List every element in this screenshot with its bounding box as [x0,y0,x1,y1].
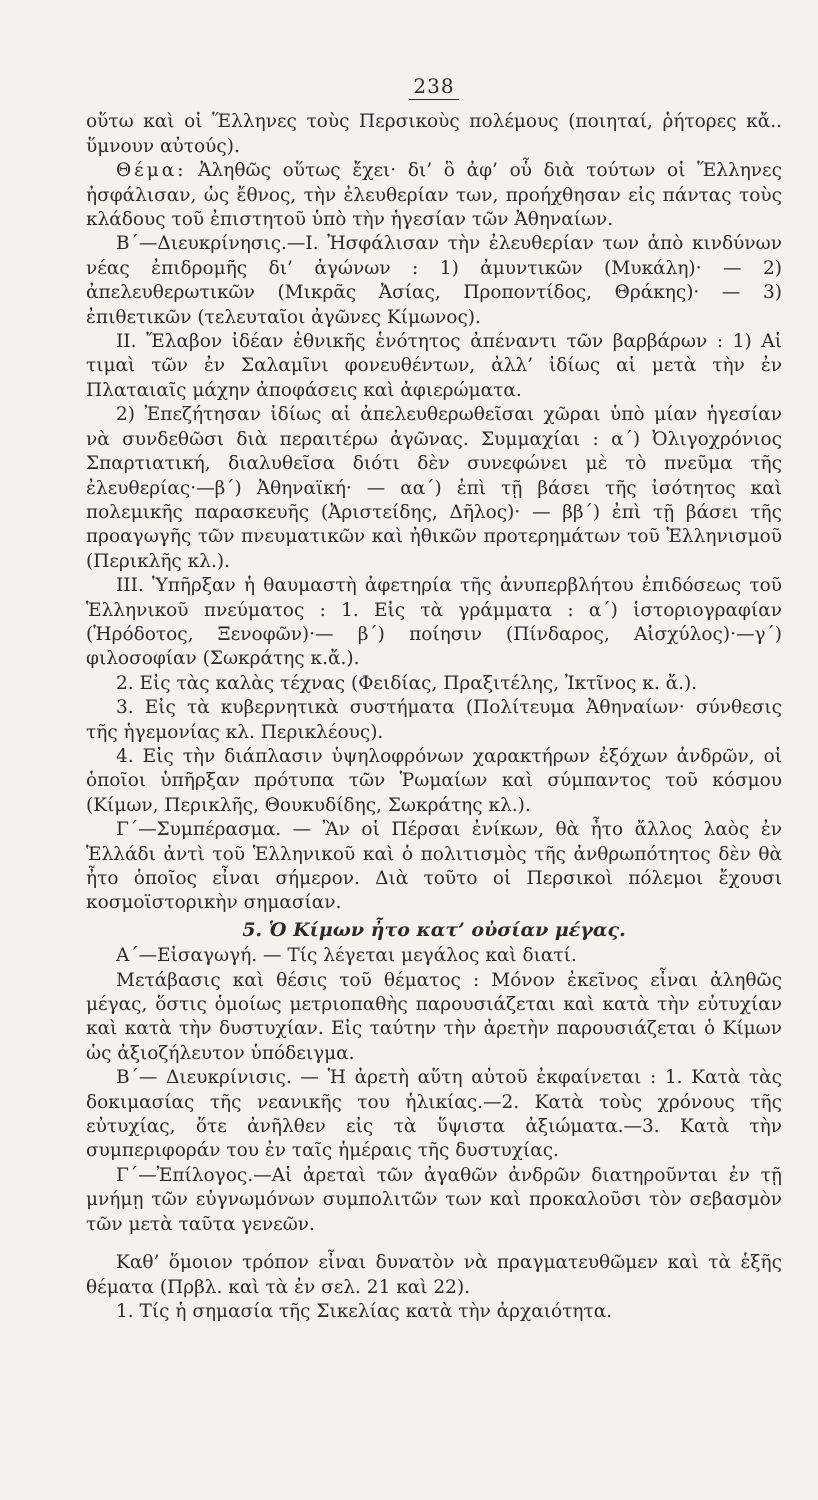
theme-label: Θέμα: [116,160,187,182]
paragraph-clarification: Β΄—Διευκρίνησις.—I. Ἠσφάλισαν τὴν ἐλευθερίαν των ἀπὸ κινδύνων νέας ἐπιδρομῆς δι’ ἀγώνων : 1) ἀμυντικῶν (Μυκάλη)· — 2) ἀπελευθερωτικῶν (Μικρᾶς Ἀσίας, Προποντίδος, Θράκης)· — 3) ἐπιθετικῶν (τελευταῖοι ἀγῶνες Κίμωνος). [86,233,782,328]
paragraph-similar-topics: Καθ’ ὅμοιον τρόπον εἶναι δυνατὸν νὰ πραγματευθῶμεν καὶ τὰ ἑξῆς θέματα (Πρβλ. καὶ τὰ ἐν σελ. 21 καὶ 22). [86,1252,782,1298]
paragraph-topic-1: 1. Τίς ἡ σημασία τῆς Σικελίας κατὰ τὴν ἀρχαιότητα. [116,1300,613,1322]
paragraph-section-iii: III. Ὑπῆρξαν ἡ θαυμαστὴ ἀφετηρία τῆς ἀνυπερβλήτου ἐπιδόσεως τοῦ Ἑλληνικοῦ πνεύματος : 1. Εἰς τὰ γράμματα : α΄) ἱστοριογραφίαν (Ἡρόδοτος, Ξενοφῶν)·— β΄) ποίησιν (Πίνδαρος, Αἰσχύλος)·—γ΄) φιλοσοφίαν (Σωκράτης κ.ἄ.). [86,575,782,670]
paragraph-1: οὕτω καὶ οἱ Ἕλληνες τοὺς Περσικοὺς πολέμους (ποιηταί, ῥήτορες κἄ.. ὕμνουν αὐτούς). [86,111,782,157]
section-heading-kimon: 5. Ὁ Κίμων ἦτο κατ’ οὐσίαν μέγας. [242,918,626,941]
paragraph-kimon-clarification: Β΄— Διευκρίνισις. — Ἡ ἀρετὴ αὕτη αὐτοῦ ἐκφαίνεται : 1. Κατὰ τὰς δοκιμασίας τῆς νεανικῆς του ἡλικίας.—2. Κατὰ τοὺς χρόνους τῆς εὐτυχίας, ὅτε ἀνῆλθεν εἰς τὰ ὕψιστα ἀξιώματα.—3. Κατὰ τὴν συμπεριφοράν του ἐν ταῖς ἡμέραις τῆς δυστυχίας. [86,1067,782,1162]
spacer [86,1237,782,1251]
paragraph-government: 3. Εἰς τὰ κυβερνητικὰ συστήματα (Πολίτευμα Ἀθηναίων· σύνθεσις τῆς ἡγεμονίας κλ. Περικλέους). [86,697,782,743]
paragraph-alliances: 2) Ἐπεζήτησαν ἰδίως αἱ ἀπελευθερωθεῖσαι χῶραι ὑπὸ μίαν ἡγεσίαν νὰ συνδεθῶσι διὰ περαιτέρω ἀγῶνας. Συμμαχίαι : α΄) Ὀλιγοχρόνιος Σπαρτιατική, διαλυθεῖσα διότι δὲν συνεφώνει μὲ τὸ πνεῦμα τῆς ἐλευθερίας·—β΄) Ἀθηναϊκή· — αα΄) ἐπὶ τῇ βάσει τῆς ἰσότητος καὶ πολεμικῆς παρασκευῆς (Ἀριστείδης, Δῆλος)· — ββ΄) ἐπὶ τῇ βάσει τῆς προαγωγῆς τῶν πνευματικῶν καὶ ἠθικῶν προτερημάτων τοῦ Ἑλληνισμοῦ (Περικλῆς κλ.). [86,404,782,572]
paragraph-theme [86,159,782,232]
page-number-text: 238 [409,74,458,100]
paragraph-section-ii: II. Ἔλαβον ἰδέαν ἐθνικῆς ἑνότητος ἀπέναντι τῶν βαρβάρων : 1) Αἱ τιμαὶ τῶν ἐν Σαλαμῖνι φονευθέντων, ἀλλ’ ἰδίως αἱ μετὰ τὴν ἐν Πλαταιαῖς μάχην ἀποφάσεις καὶ ἀφιερώματα. [86,331,782,401]
paragraph-conclusion: Γ΄—Συμπέρασμα. — Ἂν οἱ Πέρσαι ἐνίκων, θὰ ἦτο ἄλλος λαὸς ἐν Ἑλλάδι ἀντὶ τοῦ Ἑλληνικοῦ καὶ ὁ πολιτισμὸς τῆς ἀνθρωπότητος δὲν θὰ ἦτο ὁποῖος εἶναι σήμερον. Διὰ τοῦτο οἱ Περσικοὶ πόλεμοι ἔχουσι κοσμοϊστορικὴν σημασίαν. [86,819,782,914]
paragraph-transition: Μετάβασις καὶ θέσις τοῦ θέματος : Μόνον ἐκεῖνος εἶναι ἀληθῶς μέγας, ὅστις ὁμοίως μετριοπαθὴς παρουσιάζεται καὶ κατὰ τὴν εὐτυχίαν καὶ κατὰ τὴν δυστυχίαν. Εἰς ταύτην τὴν ἀρετὴν παρουσιάζεται ὁ Κίμων ὡς ἀξιοζήλευτον ὑπόδειγμα. [86,969,782,1064]
paragraph-arts: 2. Εἰς τὰς καλὰς τέχνας (Φειδίας, Πραξιτέλης, Ἰκτῖνος κ. ἄ.). [116,672,698,694]
theme-text: Ἀληθῶς οὕτως ἔχει· δι’ ὃ ἀφ’ οὗ διὰ τούτων οἱ Ἕλληνες ἠσφάλισαν, ὡς ἔθνος, τὴν ἐλευθερίαν των, προήχθησαν εἰς πάντας τοὺς κλάδους τοῦ ἐπιστητοῦ ὑπὸ τὴν ἡγεσίαν τῶν Ἀθηναίων. [86,160,782,231]
page-number [86,74,782,100]
paragraph-epilogue: Γ΄—Ἐπίλογος.—Αἱ ἀρεταὶ τῶν ἀγαθῶν ἀνδρῶν διατηροῦνται ἐν τῇ μνήμῃ τῶν εὐγνωμόνων συμπολιτῶν των καὶ προκαλοῦσι τὸν σεβασμὸν τῶν μετὰ ταῦτα γενεῶν. [86,1164,782,1235]
paragraph-introduction: Α΄—Εἰσαγωγή. — Τίς λέγεται μεγάλος καὶ διατί. [116,945,577,967]
paragraph-characters: 4. Εἰς τὴν διάπλασιν ὑψηλοφρόνων χαρακτήρων ἐξόχων ἀνδρῶν, οἱ ὁποῖοι ὑπῆρξαν πρότυπα τῶν Ῥωμαίων καὶ σύμπαντος τοῦ κόσμου (Κίμων, Περικλῆς, Θουκυδίδης, Σωκράτης κλ.). [86,745,782,816]
